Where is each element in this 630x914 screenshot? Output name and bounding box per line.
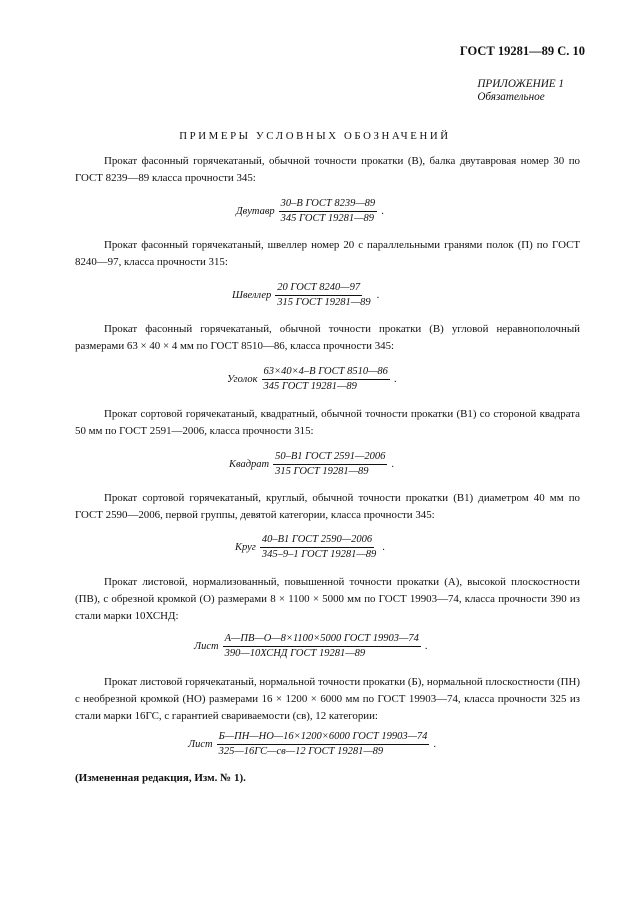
formula-numerator: 63×40×4–В ГОСТ 8510—86 [262, 366, 390, 380]
appendix-status: Обязательное [477, 91, 545, 103]
formula-fraction [223, 633, 421, 660]
example-1-text: Прокат фасонный горячекатаный, обычной точности прокатки (В), балка двутавровая номер 30 по ГОСТ 8239—89 класса прочности 345: [75, 155, 580, 184]
example-5-text: Прокат сортовой горячекатаный, круглый, обычной точности прокатки (В1) диаметром 40 мм по ГОСТ 2590—2006, первой группы, девятой категории, класса прочности 345: [75, 492, 580, 521]
example-2-text: Прокат фасонный горячекатаный, швеллер номер 20 с параллельными гранями полок (П) по ГОСТ 8240—97, класса прочности 315: [75, 239, 580, 268]
formula-fraction [217, 731, 430, 758]
formula-denominator: 345 ГОСТ 19281—89 [263, 381, 357, 392]
document-header: ГОСТ 19281—89 С. 10 [459, 44, 585, 58]
formula-numerator: 30–В ГОСТ 8239—89 [279, 198, 378, 212]
formula-dot: . [424, 641, 428, 652]
amendment-note: (Измененная редакция, Изм. № 1). [75, 772, 246, 784]
formula-fraction [279, 198, 378, 225]
appendix-title: ПРИЛОЖЕНИЕ 1 [477, 78, 564, 90]
section-title: ПРИМЕРЫ УСЛОВНЫХ ОБОЗНАЧЕНИЙ [179, 130, 451, 142]
formula-label: Уголок [227, 374, 258, 385]
appendix-block [477, 78, 564, 104]
example-3-text: Прокат фасонный горячекатаный, обычной точности прокатки (В) угловой неравнополочный размерами 63 × 40 × 4 мм по ГОСТ 8510—86, класса прочности 345: [75, 323, 580, 352]
formula-numerator: Б—ПН—НО—16×1200×6000 ГОСТ 19903—74 [217, 731, 430, 745]
example-7-text: Прокат листовой горячекатаный, нормальной точности прокатки (Б), нормальной плоскостности (ПН) с необрезной кромкой (НО) размерами 16 × 1200 × 6000 мм по ГОСТ 19903—74, класса прочности 325 из стали марки 16ГС, с гарантией свариваемости (св), 12 категории: [75, 676, 580, 722]
formula-dot: . [381, 206, 384, 217]
formula-fraction [275, 282, 372, 309]
formula-denominator: 390—10ХСНД ГОСТ 19281—89 [224, 648, 366, 659]
formula-label: Швеллер [232, 290, 272, 301]
formula-label: Квадрат [229, 459, 270, 470]
formula-label: Двутавр [236, 206, 275, 217]
example-4-text: Прокат сортовой горячекатаный, квадратный, обычной точности прокатки (В1) со стороной квадрата 50 мм по ГОСТ 2591—2006, класса прочности 315: [75, 408, 580, 437]
formula-numerator: 20 ГОСТ 8240—97 [275, 282, 362, 296]
formula-dot: . [393, 374, 397, 385]
formula-label: Лист [194, 641, 219, 652]
formula-numerator: А—ПВ—О—8×1100×5000 ГОСТ 19903—74 [223, 633, 421, 647]
formula-label: Лист [188, 739, 213, 750]
formula-numerator: 40–В1 ГОСТ 2590—2006 [260, 534, 374, 548]
formula-fraction [262, 366, 390, 393]
formula-denominator: 345 ГОСТ 19281—89 [280, 213, 375, 224]
formula-denominator: 325—16ГС—св—12 ГОСТ 19281—89 [218, 746, 384, 757]
formula-denominator: 345–9–1 ГОСТ 19281—89 [261, 549, 377, 560]
formula-fraction [260, 534, 378, 561]
formula-fraction [273, 451, 387, 478]
formula-dot: . [391, 459, 394, 470]
formula-denominator: 315 ГОСТ 19281—89 [277, 297, 371, 308]
formula-dot: . [433, 739, 437, 750]
formula-numerator: 50–В1 ГОСТ 2591—2006 [273, 451, 387, 465]
formula-dot: . [382, 542, 385, 553]
formula-denominator: 315 ГОСТ 19281—89 [275, 466, 369, 477]
formula-dot: . [376, 290, 380, 301]
example-6-text: Прокат листовой, нормализованный, повышенной точности прокатки (А), высокой плоскостности (ПВ), с обрезной кромкой (О) размерами 8 × 1100 × 5000 мм по ГОСТ 19903—74, класса прочности 390 из стали марки 10ХСНД: [75, 576, 580, 622]
formula-label: Круг [235, 542, 256, 553]
